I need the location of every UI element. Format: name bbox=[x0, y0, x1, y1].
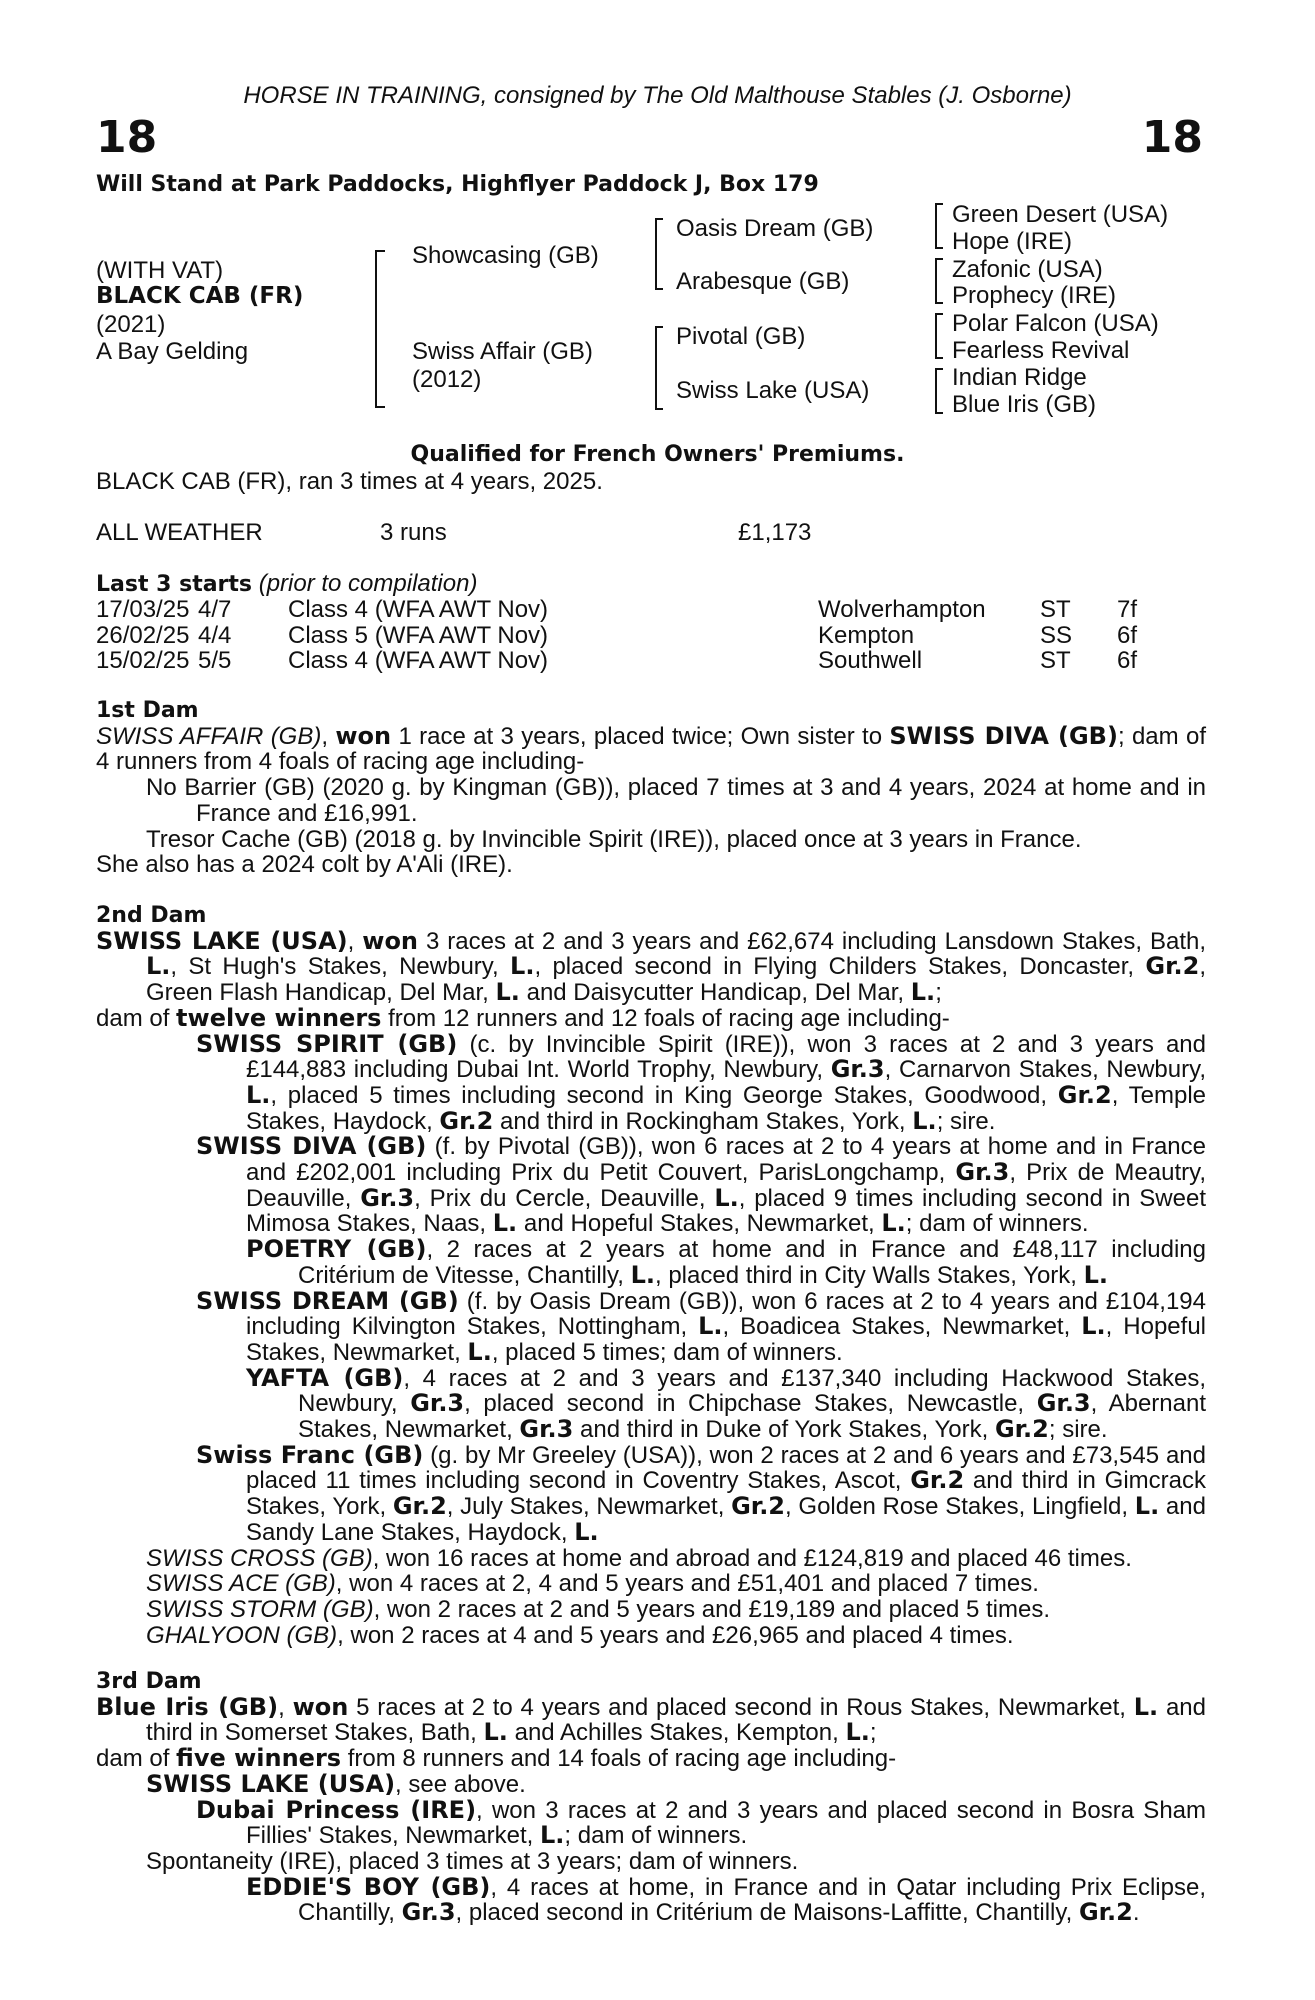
spontaneity-entry: Spontaneity (IRE), placed 3 times at 3 years; dam of winners. bbox=[146, 1847, 799, 1875]
start-pos: 4/4 bbox=[198, 621, 232, 649]
ghalyoon-entry: GHALYOON (GB), won 2 races at 4 and 5 years and £26,965 and placed 4 times. bbox=[146, 1621, 1014, 1649]
poetry-entry: POETRY (GB), 2 races at 2 years at home and in France and £48,117 including Critérium de Vitesse, Chantilly, L., placed third in City Walls Stakes, York, L. bbox=[246, 1235, 1207, 1289]
start-date: 17/03/25 bbox=[96, 596, 190, 623]
swiss-cross-entry: SWISS CROSS (GB), won 16 races at home and abroad and £124,819 and placed 46 times. bbox=[146, 1544, 1132, 1572]
start-date: 15/02/25 bbox=[96, 647, 190, 675]
third-dam-dam-of: dam of five winners from 8 runners and 14 foals of racing age including- bbox=[96, 1744, 897, 1773]
last-starts-heading-line bbox=[96, 570, 477, 598]
pedigree-g3-6: Fearless Revival bbox=[952, 337, 1130, 364]
start-dist: 6f bbox=[1117, 621, 1138, 649]
start-race: Class 4 (WFA AWT Nov) bbox=[288, 647, 549, 675]
third-dam-section bbox=[96, 1669, 1206, 1926]
swiss-diva-entry: SWISS DIVA (GB) (f. by Pivotal (GB)), won 6 races at 2 to 4 years at home and in France and £202,001 including Prix du Petit Couvert, ParisLongchamp, Gr.3, Prix de Meautry, Deauville, Gr.3, Prix du Cercle, Deauville, L., placed 9 times including second in Sweet Mimosa Stakes, Naas, L. and Hopeful Stakes, Newmarket, L.; dam of winners. bbox=[196, 1132, 1207, 1238]
second-dam-dam-of: dam of twelve winners from 12 runners and 12 foals of racing age including- bbox=[96, 1003, 950, 1032]
lot-number-left: 18 bbox=[96, 112, 158, 163]
swiss-dream-entry: SWISS DREAM (GB) (f. by Oasis Dream (GB)), won 6 races at 2 to 4 years and £104,194 including Kilvington Stakes, Nottingham, L., Boadicea Stakes, Newmarket, L., Hopeful Stakes, Newmarket, L., placed 5 times; dam of winners. bbox=[196, 1286, 1207, 1366]
pedigree-g3-5: Polar Falcon (USA) bbox=[952, 310, 1159, 337]
start-going: ST bbox=[1040, 647, 1071, 675]
pedigree-brace-g3-3 bbox=[935, 313, 943, 359]
pedigree-sire-dam: Arabesque (GB) bbox=[676, 268, 850, 295]
start-race: Class 5 (WFA AWT Nov) bbox=[288, 621, 549, 649]
pedigree-g3-8: Blue Iris (GB) bbox=[952, 391, 1097, 418]
pedigree-brace-dam bbox=[655, 326, 663, 410]
start-going: ST bbox=[1040, 596, 1071, 623]
start-race: Class 4 (WFA AWT Nov) bbox=[288, 596, 549, 623]
horse-description: A Bay Gelding bbox=[96, 338, 249, 365]
pedigree-dam-sire: Pivotal (GB) bbox=[676, 323, 806, 350]
record-earnings: £1,173 bbox=[738, 519, 812, 546]
swiss-franc-entry: Swiss Franc (GB) (g. by Mr Greeley (USA)), won 2 races at 2 and 6 years and £73,545 and placed 11 times including second in Coventry Stakes, Ascot, Gr.2 and third in Gimcrack Stakes, York, Gr.2, July Stakes, Newmarket, Gr.2, Golden Rose Stakes, Lingfield, L. and Sandy Lane Stakes, Haydock, L. bbox=[196, 1440, 1207, 1546]
second-dam-section bbox=[96, 903, 1206, 1648]
lot-number-right: 18 bbox=[1141, 112, 1203, 163]
pedigree-g3-3: Zafonic (USA) bbox=[952, 256, 1103, 283]
eddies-boy-entry: EDDIE'S BOY (GB), 4 races at home, in France and in Qatar including Prix Eclipse, Chantilly, Gr.3, placed second in Critérium de Maisons-Laffitte, Chantilly, Gr.2. bbox=[246, 1872, 1206, 1927]
pedigree-dam: Swiss Affair (GB) bbox=[412, 338, 593, 365]
start-going: SS bbox=[1040, 621, 1073, 649]
first-dam-heading: 1st Dam bbox=[96, 698, 199, 723]
start-course: Southwell bbox=[818, 647, 923, 675]
start-pos: 4/7 bbox=[198, 596, 232, 623]
horse-name: BLACK CAB (FR) bbox=[96, 283, 304, 309]
dubai-princess-entry: Dubai Princess (IRE), won 3 races at 2 and 3 years and placed second in Bosra Sham Fillies' Stakes, Newmarket, L.; dam of winners. bbox=[196, 1795, 1206, 1850]
no-barrier-entry: No Barrier (GB) (2020 g. by Kingman (GB)), placed 7 times at 3 and 4 years, 2024 at home and in France and £16,991. bbox=[146, 774, 1206, 827]
race-summary: BLACK CAB (FR), ran 3 times at 4 years, 2025. bbox=[96, 468, 603, 495]
tresor-cache-entry: Tresor Cache (GB) (2018 g. by Invincible Spirit (IRE)), placed once at 3 years in France. bbox=[146, 825, 1082, 853]
pedigree-brace-g3-1 bbox=[935, 203, 943, 249]
start-course: Wolverhampton bbox=[818, 596, 986, 623]
qualified-note: Qualified for French Owners' Premiums. bbox=[410, 442, 905, 467]
start-course: Kempton bbox=[818, 621, 915, 649]
first-dam-section bbox=[96, 698, 1206, 878]
pedigree-g3-4: Prophecy (IRE) bbox=[952, 282, 1117, 309]
vat-note: (WITH VAT) bbox=[96, 257, 224, 284]
yafta-entry: YAFTA (GB), 4 races at 2 and 3 years and £137,340 including Hackwood Stakes, Newbury, Gr.3, placed second in Chipchase Stakes, Newcastle, Gr.3, Abernant Stakes, Newmarket, Gr.3 and third in Duke of York Stakes, York, Gr.2; sire. bbox=[246, 1363, 1207, 1444]
blue-iris-entry: Blue Iris (GB), won 5 races at 2 to 4 years and placed second in Rous Stakes, Newmarket, L. and third in Somerset Stakes, Bath, L. and Achilles Stakes, Kempton, L.; bbox=[96, 1692, 1207, 1747]
pedigree-brace-gen1 bbox=[375, 250, 385, 408]
record-surface: ALL WEATHER bbox=[96, 519, 263, 546]
start-dist: 7f bbox=[1117, 596, 1138, 623]
pedigree-g3-7: Indian Ridge bbox=[952, 364, 1087, 391]
stand-location: Will Stand at Park Paddocks, Highflyer Paddock J, Box 179 bbox=[96, 172, 819, 197]
pedigree-g3-1: Green Desert (USA) bbox=[952, 201, 1169, 228]
horse-year: (2021) bbox=[96, 311, 166, 338]
swiss-ace-entry: SWISS ACE (GB), won 4 races at 2, 4 and 5 years and £51,401 and placed 7 times. bbox=[146, 1570, 1039, 1598]
second-dam-heading: 2nd Dam bbox=[96, 903, 207, 928]
pedigree-sire: Showcasing (GB) bbox=[412, 242, 599, 269]
pedigree-dam-dam: Swiss Lake (USA) bbox=[676, 377, 870, 404]
start-pos: 5/5 bbox=[198, 647, 232, 675]
pedigree-sire-sire: Oasis Dream (GB) bbox=[676, 215, 874, 242]
pedigree-brace-g3-4 bbox=[935, 368, 943, 414]
first-dam-para: SWISS AFFAIR (GB), won 1 race at 3 years, placed twice; Own sister to SWISS DIVA (GB); dam of 4 runners from 4 foals of racing age including- bbox=[96, 721, 1206, 776]
pedigree-brace-sire bbox=[655, 218, 663, 290]
third-dam-heading: 3rd Dam bbox=[96, 1669, 202, 1694]
start-date: 26/02/25 bbox=[96, 621, 190, 649]
swiss-lake-entry: SWISS LAKE (USA), won 3 races at 2 and 3 years and £62,674 including Lansdown Stakes, Bath, L., St Hugh's Stakes, Newbury, L., placed second in Flying Childers Stakes, Doncaster, Gr.2, Green Flash Handicap, Del Mar, L. and Daisycutter Handicap, Del Mar, L.; bbox=[96, 926, 1207, 1007]
swiss-lake-ref: SWISS LAKE (USA), see above. bbox=[146, 1769, 526, 1798]
first-dam-also: She also has a 2024 colt by A'Ali (IRE). bbox=[96, 851, 513, 879]
pedigree-g3-2: Hope (IRE) bbox=[952, 228, 1073, 255]
pedigree-brace-g3-2 bbox=[935, 258, 943, 304]
consignor-header: HORSE IN TRAINING, consigned by The Old Malthouse Stables (J. Osborne) bbox=[243, 82, 1072, 109]
record-runs: 3 runs bbox=[380, 519, 447, 546]
swiss-spirit-entry: SWISS SPIRIT (GB) (c. by Invincible Spirit (IRE)), won 3 races at 2 and 3 years and £144,883 including Dubai Int. World Trophy, Newbury, Gr.3, Carnarvon Stakes, Newbury, L., placed 5 times including second in King George Stakes, Goodwood, Gr.2, Temple Stakes, Haydock, Gr.2 and third in Rockingham Stakes, York, L.; sire. bbox=[196, 1029, 1207, 1135]
pedigree-dam-year: (2012) bbox=[412, 366, 482, 393]
start-dist: 6f bbox=[1117, 647, 1138, 675]
last-starts-heading: Last 3 starts bbox=[96, 572, 253, 597]
last-starts-note: (prior to compilation) bbox=[258, 570, 478, 597]
swiss-storm-entry: SWISS STORM (GB), won 2 races at 2 and 5 years and £19,189 and placed 5 times. bbox=[146, 1595, 1051, 1623]
